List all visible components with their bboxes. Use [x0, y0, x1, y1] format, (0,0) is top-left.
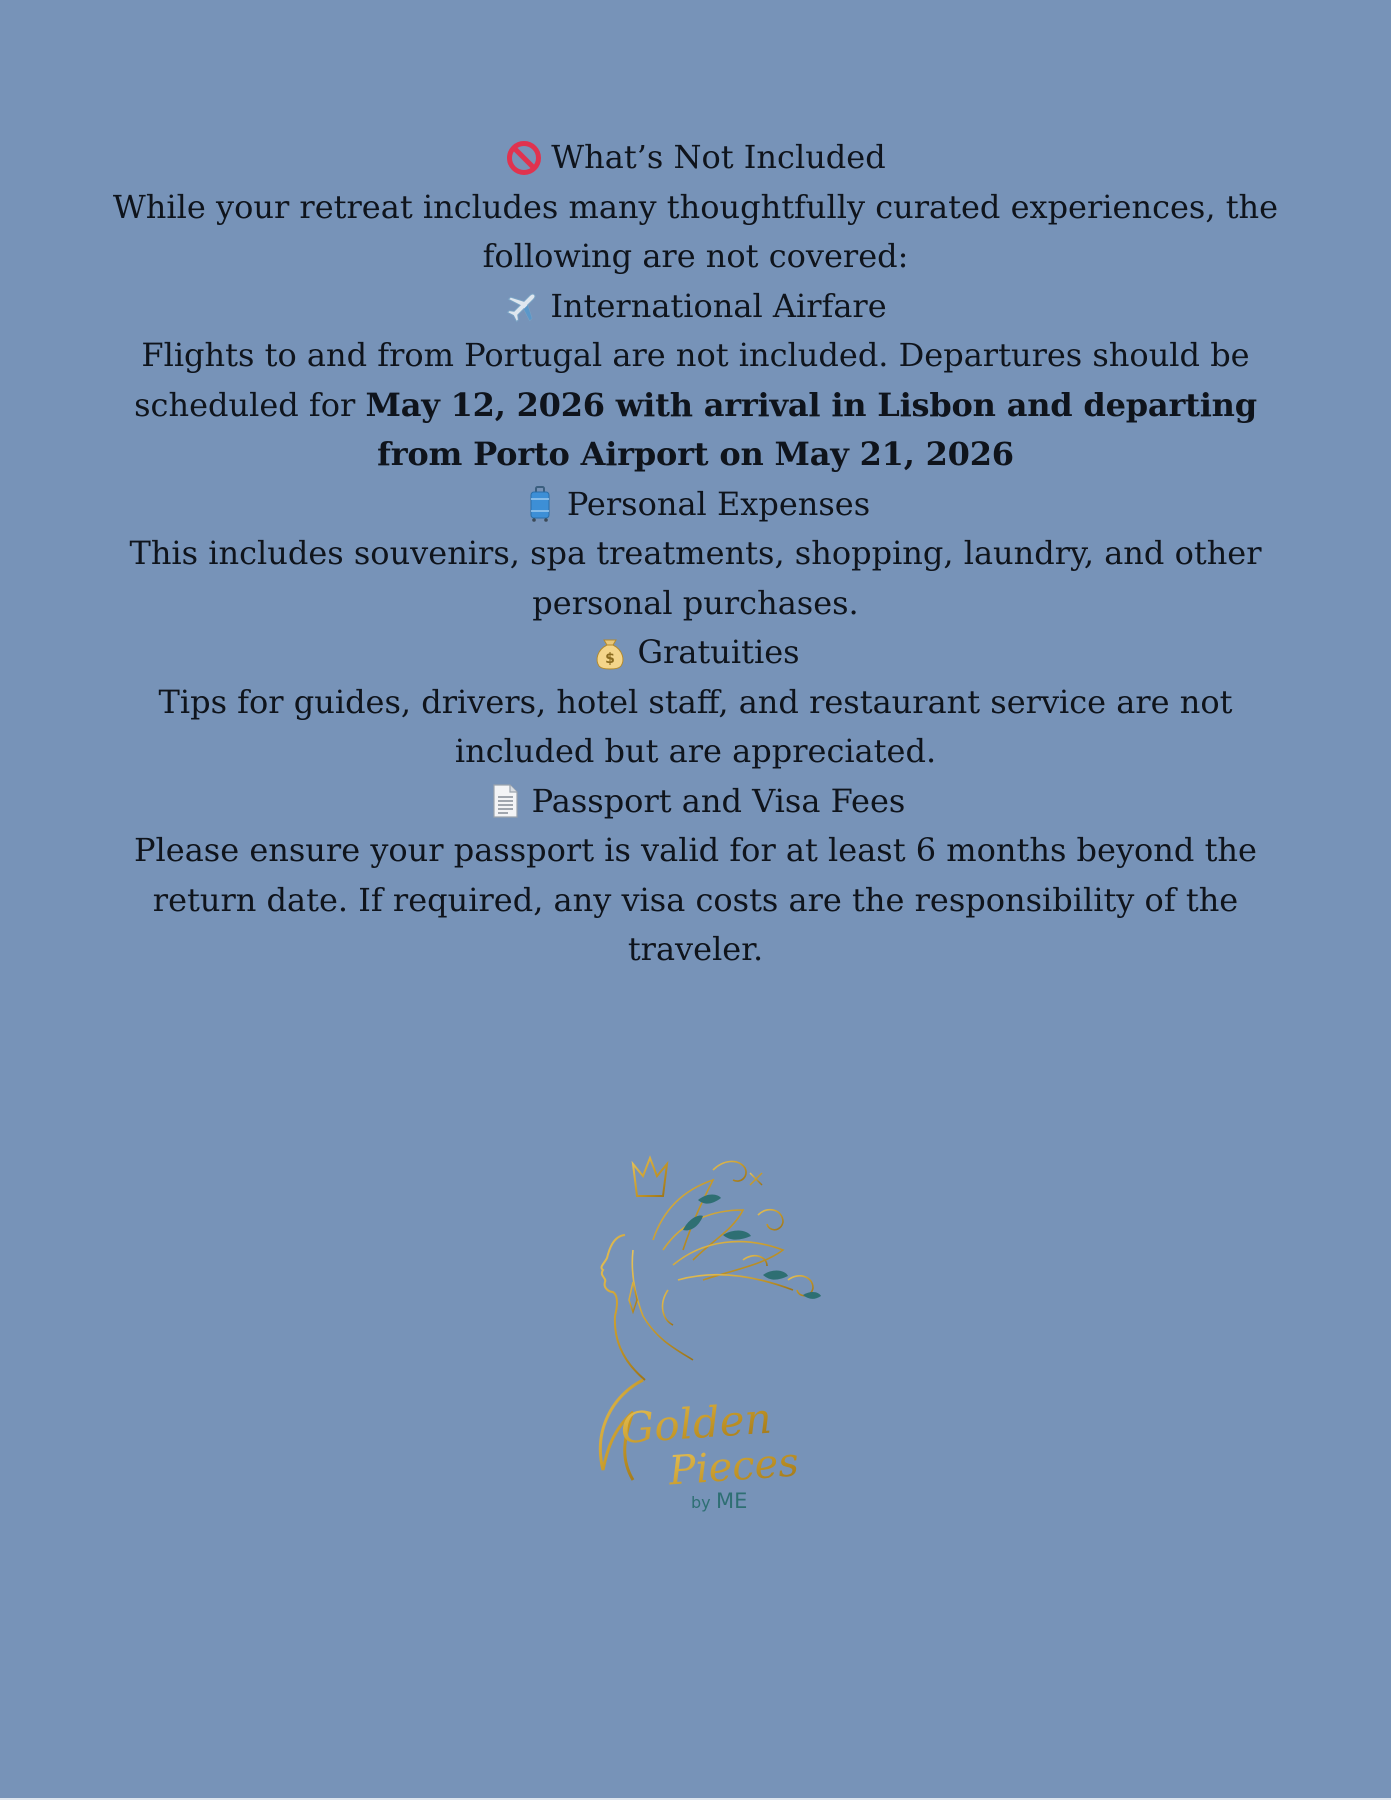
golden-pieces-logo	[573, 1140, 853, 1515]
logo-illustration	[573, 1140, 853, 1515]
logo-text-line2: Pieces	[667, 1439, 801, 1495]
item-title-passport: Passport and Visa Fees	[531, 781, 906, 820]
money-bag-icon	[591, 634, 629, 672]
item-title-airfare: International Airfare	[550, 286, 887, 325]
svg-text:$: $	[605, 650, 616, 667]
logo-text-me: ME	[716, 1489, 748, 1513]
item-text-personal-expenses: This includes souvenirs, spa treatments, shopping, laundry, and other personal purchases.	[129, 534, 1262, 622]
luggage-icon	[521, 485, 559, 523]
section-title: What’s Not Included	[551, 138, 886, 176]
item-heading-personal-expenses	[110, 480, 1281, 530]
item-heading-passport	[110, 777, 1281, 827]
item-heading-airfare	[110, 282, 1281, 332]
document-icon	[486, 782, 524, 820]
section-heading	[110, 133, 1281, 183]
crown-icon	[633, 1158, 667, 1196]
item-title-personal-expenses: Personal Expenses	[566, 484, 871, 523]
prohibited-icon	[505, 139, 543, 177]
not-included-section	[110, 133, 1281, 975]
airfare-text-lead: Flights to and from Portugal are not included. Departures should be scheduled for	[134, 336, 1250, 424]
airplane-icon	[504, 287, 542, 325]
item-text-airfare	[110, 331, 1281, 480]
section-intro: While your retreat includes many thoughtfully curated experiences, the following are not covered:	[112, 187, 1279, 275]
item-text-passport: Please ensure your passport is valid for at least 6 months beyond the return date. If required, any visa costs are the responsibility of the traveler.	[134, 831, 1257, 968]
face-profile	[602, 1235, 645, 1380]
logo-text-by: by	[691, 1493, 711, 1512]
item-text-gratuities: Tips for guides, drivers, hotel staff, and restaurant service are not included but are appreciated.	[158, 682, 1233, 770]
item-heading-gratuities	[110, 628, 1281, 678]
item-title-gratuities: Gratuities	[637, 633, 800, 671]
logo-text-line1: Golden	[619, 1393, 774, 1453]
airfare-dates: May 12, 2026 with arrival in Lisbon and departing from Porto Airport on May 21, 2026	[365, 385, 1257, 473]
